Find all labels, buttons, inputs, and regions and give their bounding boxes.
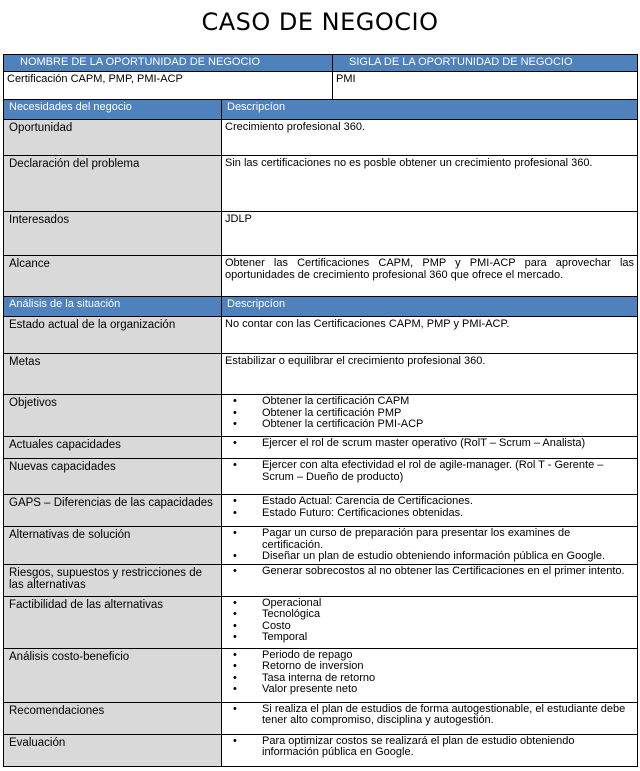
row-label: Alternativas de solución: [4, 527, 222, 565]
page-title: CASO DE NEGOCIO: [201, 8, 439, 36]
row-label: Interesados: [4, 212, 222, 256]
row-label: Metas: [4, 354, 222, 395]
row-description: Crecimiento profesional 360.: [222, 120, 638, 156]
row-description: [222, 648, 638, 702]
bullet-list: [225, 736, 634, 759]
row-label: Recomendaciones: [4, 702, 222, 734]
row-description: [222, 702, 638, 734]
list-item: • Obtener la certificación CAPM: [262, 396, 634, 408]
list-item: • Para optimizar costos se realizará el plan de estudio obteniendo información pública en Google.: [262, 736, 634, 759]
row-description: [222, 459, 638, 495]
bullet-list: [225, 566, 634, 578]
list-item: • Retorno de inversion: [262, 661, 634, 673]
bullet-list: [225, 528, 634, 563]
list-item: • Pagar un curso de preparación para presentar los examines de certificación.: [262, 528, 634, 551]
row-label: Factibilidad de las alternativas: [4, 596, 222, 648]
row-label: Estado actual de la organización: [4, 317, 222, 354]
row-description: [222, 495, 638, 527]
list-item: • Si realiza el plan de estudios de forma autogestionable, el estudiante debe tener alto compromiso, disciplina y autogestión.: [262, 704, 634, 727]
list-item: • Tecnológica: [262, 609, 634, 621]
opportunity-acronym-value: PMI: [333, 72, 638, 100]
row-description: No contar con las Certificaciones CAPM, PMP y PMI-ACP.: [222, 317, 638, 354]
list-item: • Obtener la certificación PMP: [262, 408, 634, 420]
list-item: • Tasa interna de retorno: [262, 673, 634, 685]
bullet-list: [225, 598, 634, 644]
opportunity-name-header: NOMBRE DE LA OPORTUNIDAD DE NEGOCIO: [4, 55, 333, 72]
row-description: [222, 564, 638, 596]
list-item: • Ejercer el rol de scrum master operativo (RolT – Scrum – Analista): [262, 438, 634, 450]
list-item: • Operacional: [262, 598, 634, 610]
row-description: [222, 734, 638, 766]
section-header-analysis: Análisis de la situación: [4, 297, 222, 317]
bullet-list: [225, 496, 634, 519]
row-description: [222, 596, 638, 648]
row-description: [222, 437, 638, 459]
row-label: Declaración del problema: [4, 156, 222, 212]
list-item: • Valor presente neto: [262, 684, 634, 696]
row-description: [222, 395, 638, 437]
list-item: • Estado Futuro: Certificaciones obtenidas.: [262, 508, 634, 520]
row-description: JDLP: [222, 212, 638, 256]
bullet-list: [225, 460, 634, 483]
row-label: Riesgos, supuestos y restricciones de las alternativas: [4, 564, 222, 596]
list-item: • Estado Actual: Carencia de Certificaciones.: [262, 496, 634, 508]
opportunity-acronym-header: SIGLA DE LA OPORTUNIDAD DE NEGOCIO: [333, 55, 638, 72]
row-label: Oportunidad: [4, 120, 222, 156]
business-case-table: [3, 54, 638, 767]
row-label: Actuales capacidades: [4, 437, 222, 459]
list-item: • Diseñar un plan de estudio obteniendo información pública en Google.: [262, 551, 634, 563]
list-item: • Obtener la certificación PMI-ACP: [262, 419, 634, 431]
row-label: Evaluación: [4, 734, 222, 766]
list-item: • Ejercer con alta efectividad el rol de agile-manager. (Rol T - Gerente – Scrum – Dueño de producto): [262, 460, 634, 483]
row-label: Objetivos: [4, 395, 222, 437]
bullet-list: [225, 650, 634, 696]
row-description: Obtener las Certificaciones CAPM, PMP y PMI-ACP para aprovechar las oportunidades de crecimiento profesional 360 que ofrece el mercado.: [222, 256, 638, 297]
list-item: • Temporal: [262, 632, 634, 644]
section-header-needs: Necesidades del negocio: [4, 100, 222, 120]
row-label: Alcance: [4, 256, 222, 297]
row-label: GAPS – Diferencias de las capacidades: [4, 495, 222, 527]
list-item: • Costo: [262, 621, 634, 633]
bullet-list: [225, 396, 634, 431]
bullet-list: [225, 704, 634, 727]
section-header-description: Descripcíon: [222, 100, 638, 120]
list-item: • Generar sobrecostos al no obtener las Certificaciones en el primer intento.: [262, 566, 634, 578]
bullet-list: [225, 438, 634, 450]
row-label: Nuevas capacidades: [4, 459, 222, 495]
row-description: Sin las certificaciones no es posble obtener un crecimiento profesional 360.: [222, 156, 638, 212]
row-description: Estabilizar o equilibrar el crecimiento profesional 360.: [222, 354, 638, 395]
row-label: Análisis costo-beneficio: [4, 648, 222, 702]
row-description: [222, 527, 638, 565]
section-header-description: Descripcíon: [222, 297, 638, 317]
list-item: • Periodo de repago: [262, 650, 634, 662]
opportunity-name-value: Certificación CAPM, PMP, PMI-ACP: [4, 72, 333, 100]
